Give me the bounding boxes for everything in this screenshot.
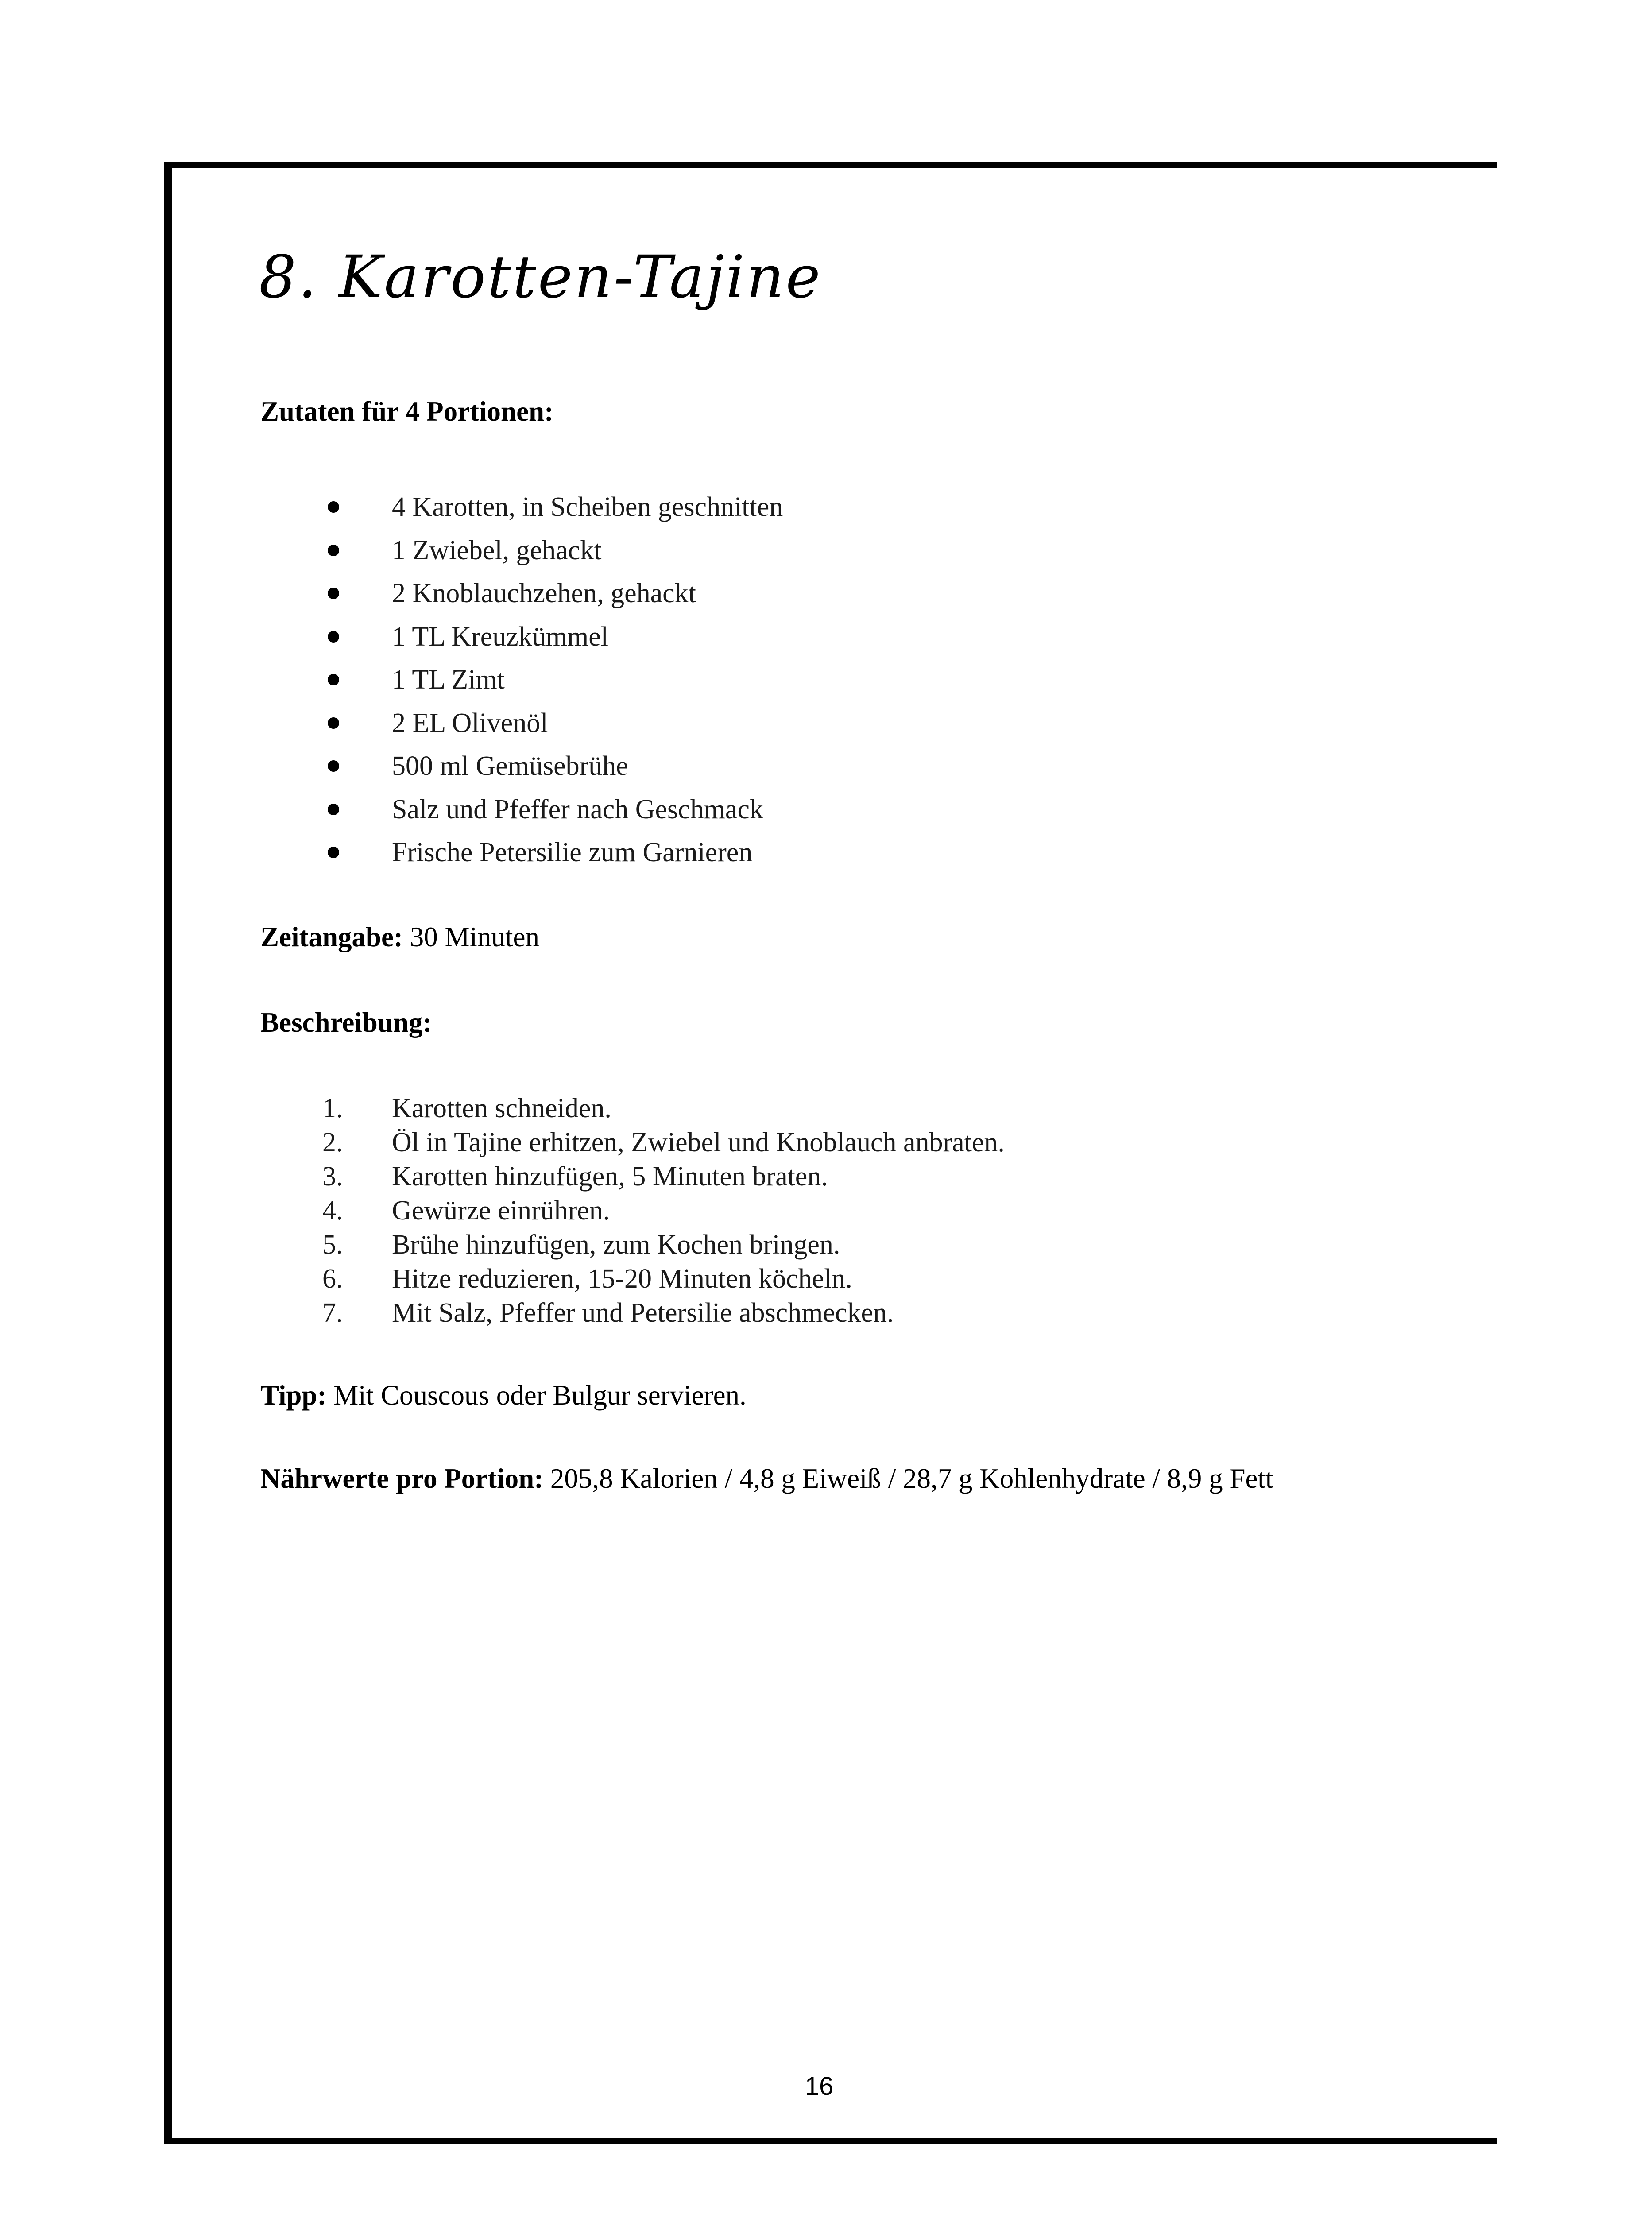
bullet-icon: [328, 674, 339, 685]
step-text: Öl in Tajine erhitzen, Zwiebel und Knoblauch anbraten.: [392, 1127, 1005, 1157]
ingredient-text: 2 Knoblauchzehen, gehackt: [392, 578, 696, 608]
page-frame-bottom-rule: [164, 2138, 1497, 2144]
ingredient-text: Salz und Pfeffer nach Geschmack: [392, 794, 763, 824]
time-value: 30 Minuten: [410, 921, 539, 952]
step-number: 5.: [322, 1230, 343, 1260]
nutrition-label: Nährwerte pro Portion:: [260, 1463, 544, 1494]
description-heading: Beschreibung:: [260, 1007, 432, 1038]
bullet-icon: [328, 717, 339, 729]
page-frame-left-rule: [164, 162, 172, 2144]
ingredient-text: 500 ml Gemüsebrühe: [392, 751, 628, 781]
nutrition-line: [260, 1465, 1273, 1493]
bullet-icon: [328, 631, 339, 643]
ingredient-text: Frische Petersilie zum Garnieren: [392, 837, 753, 867]
step-text: Brühe hinzufügen, zum Kochen bringen.: [392, 1230, 840, 1260]
ingredient-text: 1 TL Kreuzkümmel: [392, 621, 608, 652]
nutrition-value: 205,8 Kalorien / 4,8 g Eiweiß / 28,7 g Kohlenhydrate / 8,9 g Fett: [550, 1463, 1273, 1494]
bullet-icon: [328, 545, 339, 556]
step-number: 2.: [322, 1127, 343, 1157]
step-text: Karotten schneiden.: [392, 1093, 611, 1123]
step-number: 6.: [322, 1264, 343, 1294]
bullet-icon: [328, 847, 339, 858]
tip-label: Tipp:: [260, 1380, 327, 1411]
ingredient-text: 1 Zwiebel, gehackt: [392, 535, 602, 565]
bullet-icon: [328, 588, 339, 599]
step-text: Karotten hinzufügen, 5 Minuten braten.: [392, 1161, 828, 1192]
step-text: Hitze reduzieren, 15-20 Minuten köcheln.: [392, 1264, 852, 1294]
tip-value: Mit Couscous oder Bulgur servieren.: [333, 1380, 747, 1411]
bullet-icon: [328, 804, 339, 815]
step-number: 7.: [322, 1298, 343, 1328]
step-text: Gewürze einrühren.: [392, 1196, 610, 1226]
page-frame-top-rule: [164, 162, 1497, 168]
bullet-icon: [328, 760, 339, 772]
time-line: [260, 923, 539, 951]
page-number: 16: [805, 2072, 834, 2101]
ingredient-text: 4 Karotten, in Scheiben geschnitten: [392, 492, 783, 522]
step-number: 4.: [322, 1196, 343, 1226]
tip-line: [260, 1382, 747, 1409]
bullet-icon: [328, 501, 339, 513]
time-label: Zeitangabe:: [260, 921, 403, 952]
ingredient-text: 1 TL Zimt: [392, 665, 505, 695]
step-text: Mit Salz, Pfeffer und Petersilie abschmecken.: [392, 1298, 894, 1328]
ingredients-heading: Zutaten für 4 Portionen:: [260, 396, 554, 427]
step-number: 1.: [322, 1093, 343, 1123]
recipe-title: 8. Karotten-Tajine: [259, 243, 822, 311]
ingredient-text: 2 EL Olivenöl: [392, 708, 548, 738]
step-number: 3.: [322, 1161, 343, 1192]
